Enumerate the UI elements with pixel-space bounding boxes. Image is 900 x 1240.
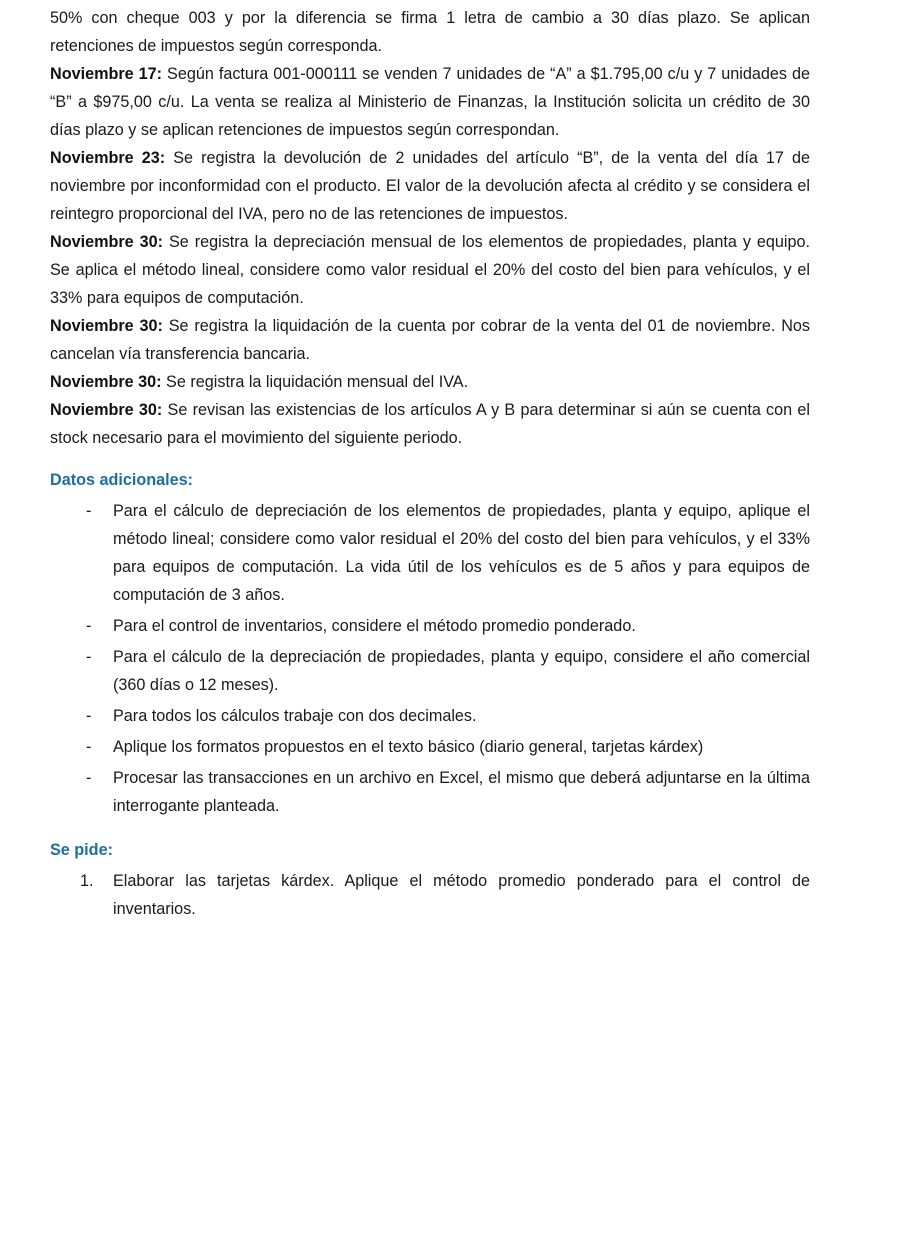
requirement-item [50,867,810,923]
dash-bullet: - [86,617,92,635]
list-item-text: Aplique los formatos propuestos en el texto básico (diario general, tarjetas kárdex) [113,738,704,756]
document-page [50,0,810,923]
requirement-text: Elaborar las tarjetas kárdex. Aplique el método promedio ponderado para el control de inventarios. [113,872,810,918]
dash-bullet: - [86,707,92,725]
dash-bullet: - [86,502,92,520]
list-item [50,612,810,640]
transaction-text: Se registra la liquidación de la cuenta por cobrar de la venta del 01 de noviembre. Nos cancelan vía transferencia bancaria. [50,317,810,363]
requirements-list [50,867,810,923]
additional-data-heading: Datos adicionales: [50,471,194,489]
transaction-date: Noviembre 30: [50,233,164,251]
transaction-text: Se registra la devolución de 2 unidades del artículo “B”, de la venta del día 17 de noviembre por inconformidad con el producto. El valor de la devolución afecta al crédito y se considera el reintegro proporcional del IVA, pero no de las retenciones de impuestos. [50,149,810,223]
transaction-text: Se revisan las existencias de los artículos A y B para determinar si aún se cuenta con el stock necesario para el movimiento del siguiente periodo. [50,401,810,447]
list-item-text: Para el control de inventarios, considere el método promedio ponderado. [113,617,636,635]
transaction-date: Noviembre 30: [50,401,163,419]
transaction-paragraph [50,144,810,228]
list-item [50,702,810,730]
transaction-paragraph [50,312,810,368]
transaction-date: Noviembre 23: [50,149,166,167]
list-item [50,733,810,761]
transaction-text: Según factura 001-000111 se venden 7 unidades de “A” a $1.795,00 c/u y 7 unidades de “B” a $975,00 c/u. La venta se realiza al Ministerio de Finanzas, la Institución solicita un crédito de 30 días plazo y se aplican retenciones de impuestos según correspondan. [50,65,810,139]
additional-data-list [50,497,810,820]
dash-bullet: - [86,769,92,787]
transaction-paragraph [50,396,810,452]
list-item-text: Procesar las transacciones en un archivo en Excel, el mismo que deberá adjuntarse en la última interrogante planteada. [113,769,810,815]
requirement-number: 1. [80,872,94,890]
list-item-text: Para el cálculo de depreciación de los elementos de propiedades, planta y equipo, aplique el método lineal; considere como valor residual el 20% del costo del bien para vehículos, y el 33% para equipos de computación. La vida útil de los vehículos es de 5 años y para equipos de computación de 3 años. [113,502,810,604]
list-item [50,643,810,699]
transaction-date: Noviembre 30: [50,373,162,391]
requirements-heading: Se pide: [50,841,113,859]
list-item-text: Para el cálculo de la depreciación de propiedades, planta y equipo, considere el año comercial (360 días o 12 meses). [113,648,810,694]
dash-bullet: - [86,738,92,756]
list-item [50,764,810,820]
transaction-date: Noviembre 30: [50,317,163,335]
transaction-text: Se registra la liquidación mensual del IVA. [161,373,469,391]
transaction-text: Se registra la depreciación mensual de los elementos de propiedades, planta y equipo. Se aplica el método lineal, considere como valor residual el 20% del costo del bien para vehículos, y el 33% para equipos de computación. [50,233,810,307]
transaction-paragraph [50,60,810,144]
dash-bullet: - [86,648,92,666]
list-item [50,497,810,609]
transaction-paragraph [50,368,810,396]
list-item-text: Para todos los cálculos trabaje con dos decimales. [113,707,477,725]
transaction-paragraph [50,228,810,312]
transaction-date: Noviembre 17: [50,65,163,83]
intro-paragraph: 50% con cheque 003 y por la diferencia se firma 1 letra de cambio a 30 días plazo. Se aplican retenciones de impuestos según corresponda. [50,9,810,55]
